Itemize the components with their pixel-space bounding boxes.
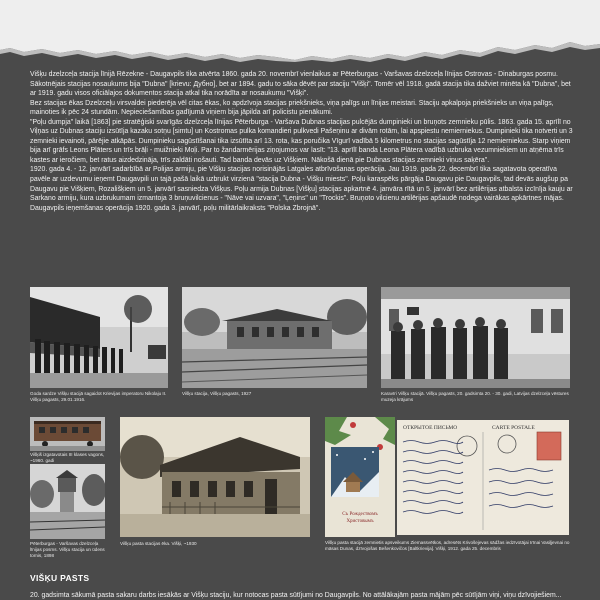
paragraph-liberation: 1920. gada 4. - 12. janvārī sadarbībā ar Polijas armiju, pie Višķu stacijas norisinājās Latgales atbrīvošanas operācija. Jau 1919. gada 22. decembrī tika sagatavota operatīva pavēle ar uzdevumu ieņemt Daugavpili un tajā pašā laikā uzbrukt virzienā "stacija Dubna - Višķu miests". Poļu karaspēks pārgāja Daugavu pie Daugavpils, tad devās augšup pa Daugavu pie Višķiem, Rozališķiem un 5. janvārī sasniedza Višķus. Poļu armija Dubnas [Višķu] stacijas apkartnē 4. janvāra rītā un 5. janvārī bez artilērijas atbalsta izcīnīja kauju ar Sarkano armiju, kura uzbrukumam izmantoja 3 bruņuvilcienus - "Nāve vai uzvara", "Ļeņins" un "Trockis". Bruņoto vilcienu artilērijas apšaudē nodega vairākas apkārtnes mājas. [30,166,573,203]
postcard-greeting-1: Съ Рождествомъ [342,512,378,517]
photo-postcard-back [397,420,569,535]
torn-paper-header [0,0,600,62]
photo-postcard-front [325,417,395,537]
postcard-header-left: ОТКРЫТОЕ ПИСЬМО [403,425,458,431]
paragraph-opening: Višķu dzelzceļa stacija līnijā Rēzekne - Daugavpils tika atvērta 1860. gada 20. novembrī vienlaikus ar Pēterburgas - Varšavas dzelzceļa līnijas Ostrovas - Dinaburgas posmu. Sākotnējais stacijas nosaukums bija "Dubna" [krievu: Дубно], bet ar 1894. gadu to sāka dēvēt par staciju "Višķi". Tomēr vēl 1918. gadā stacija tika dažviet minēta kā "Dubna", bet ar 1919. gadu visos oficiālajos dokumentos stacija atkal tika norādīta ar nosaukumu "Višķi". [30,71,571,98]
paragraph-uprising: "Poļu dumpja" laikā [1863] pie stratēģiski svarīgās dzelzceļa līnijas Pēterburga - Varšava Dubnas stacijas pulcējās dumpinieki un bruņots zemnieku pūlis. 1863. gada 15. aprīlī no Viļņas uz Dubnas staciju izsūtīja kazaku sotņu [simtu] un Kostromas pulka komandieri pulkvedi Pašeņinu ar divām rotām, lai apspiestu nemierniekus. Dumpinieki tika notverti un 3 zemnieki ievainoti, pārējie atkāpās. Dumpinieku sagūstīšanai tika izsūtīta arī 13. rota, kas poručika Vīgurī vadībā 5 kilometrus no stacijas sagūstīja 12 nemierniekus. Starp viņiem bija arī grāfs Leons Plāters un trīs brāļi - muižnieki Moļi. Par to žandarmērijas ziņojumos var lasīt: "13. aprīlī banda Leona Plātera vadībā uzbruka vezumniekiem un atņēma trīs kastes ar ieročiem, bet ratus aizdedzināja, trīs zaldāti nošauti. Tad banda devās uz Višķiem. Nākošā dienā pie Dubnas stacijas zemnieki viņus saķēra". [30,118,573,164]
post-history-text: 20. gadsimta sākumā pasta sakaru darbs iesākās ar Višķu staciju, kur notocas pasta sūtījumi no Daugavpils. No attālākajām pasta mājām pēc sūtījām viņi, viņu dzīvojiešiem... [30,592,562,599]
paragraph-buildings: Bez stacijas ēkas Dzelzceļu virsvaldei piederēja vēl citas ēkas, ko apdzīvoja stacijas priekšnieks, viņa palīgs un līnijas meistari. Staciju apkalpoja priekšnieks un viņa palīgs, mainoties ik pēc 24 stundām. Nepieciešamības gadījumā viņiem bija jāpilda arī policistu pienākumi. [30,99,554,117]
section-heading-visku-pasts: VIŠĶU PASTS [30,573,90,583]
caption-wagon: Višķiš izgatavotais III klases vagons, ~1960. gadi [30,452,105,463]
history-text [30,70,578,213]
photo-post-office [120,417,310,537]
paragraph-newspaper: Daugavpils ieņemšanas operācija 1920. gada 3. janvārī, poļu militārlaikraksts "Polska Zbrojnā". [30,204,321,212]
postcard-header-right: CARTE POSTALE [492,425,535,431]
caption-soldiers: Karavīri Višķu stacijā. Višķu pagasts, 20. gadsimta 20. - 30. gadi, Latvijas dzelzceļa vēstures muzeja krājums [381,391,569,402]
postcard-greeting-2: Христовымъ [346,519,374,524]
caption-postcard: Višķu pasta stacijā zemnietis apsveikums Ziemassvētkos, adresēts Krivošejevas sādžas iedzīvotājai Irīnai Vasiļjevnai no māsas Dunas, dzīvojošas Bešenkovičos [Baltkrievija]. Višķi, 1912. gada 25. decembris [325,540,570,551]
photo-station-1927 [182,287,367,388]
caption-honor-guard: Goda sardze Višķu stacijā sagaidot Krievijas imperatoru Nikolaju II. Višķu pagasts, 29.01.1916. [30,391,167,402]
photo-soldiers [381,287,570,388]
caption-water-tower: Pēterburgas - Varšavas dzelzceļa līnijas posms. Višķu stacija un ūdens tornis, 1898 [30,541,105,558]
caption-station-1927: Višķu stacija, Višķu pagasts, 1927 [182,391,252,396]
caption-post-office: Višķu pasta stacijas ēka. Višķi, ~1930 [120,541,197,546]
photo-honor-guard [30,287,168,388]
photo-wagon [30,417,105,451]
photo-water-tower [30,464,105,539]
